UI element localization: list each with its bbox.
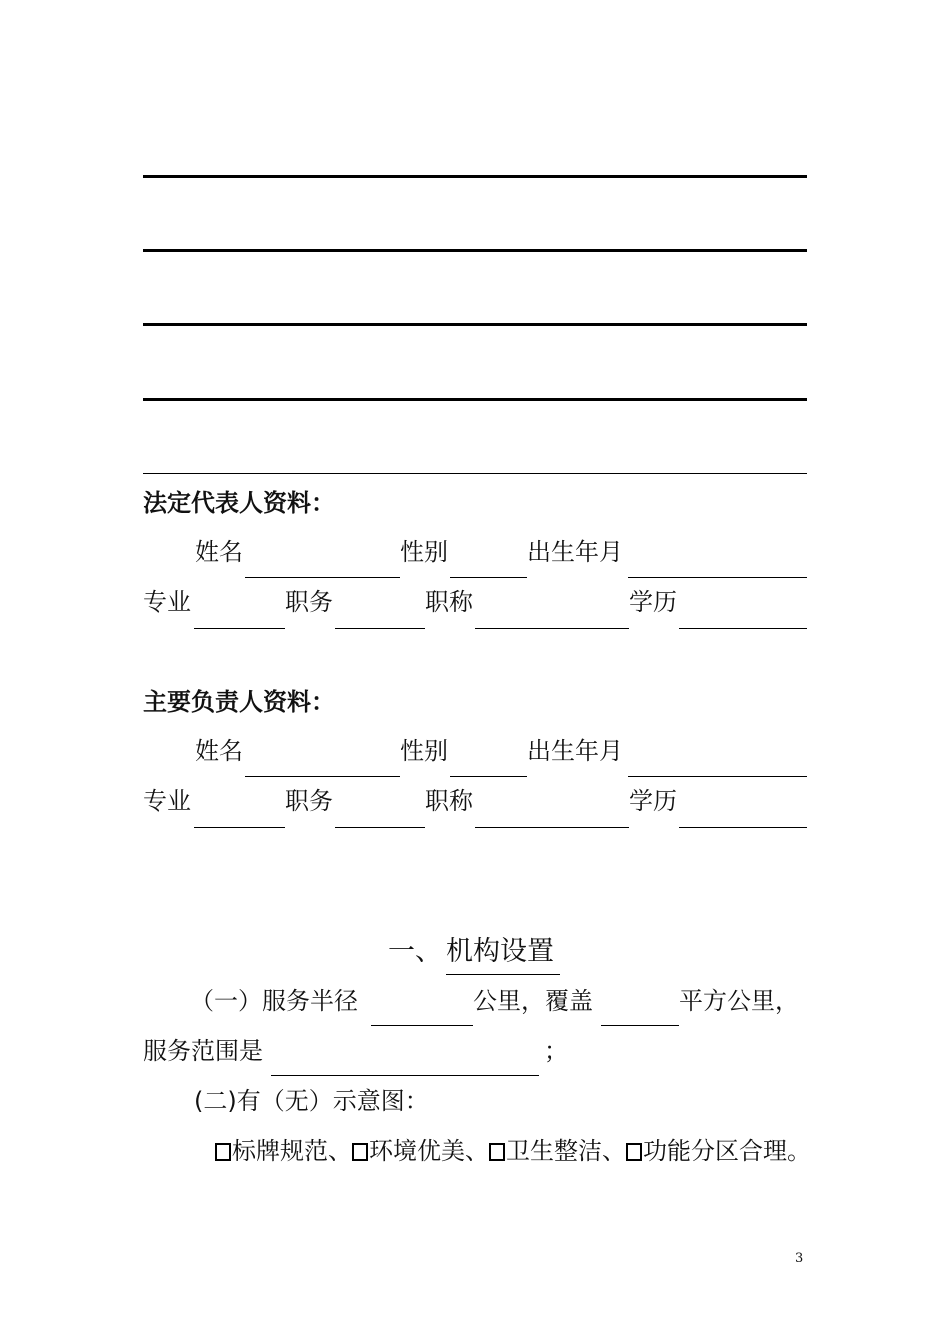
checkbox-label: 标牌规范、 (232, 1137, 352, 1165)
principal-birth-label: 出生年月 (527, 737, 623, 765)
principal-position-label: 职务 (285, 787, 333, 815)
checkbox-zoning[interactable] (626, 1137, 811, 1165)
principal-gender-label: 性别 (400, 737, 448, 765)
principal-name-field[interactable] (245, 776, 400, 777)
legal-rep-major-label: 专业 (143, 588, 191, 616)
section1-title-underline (446, 974, 560, 975)
item1-sqkm-label: 平方公里， (679, 987, 799, 1015)
ruled-line (143, 249, 807, 252)
ruled-line (143, 398, 807, 401)
service-scope-field[interactable] (271, 1075, 539, 1076)
legal-rep-name-label: 姓名 (195, 538, 243, 566)
service-scope-label: 服务范围是 (143, 1037, 263, 1065)
checkbox-sign-standard[interactable] (215, 1137, 352, 1165)
ruled-line (143, 323, 807, 326)
legal-rep-birth-field[interactable] (628, 577, 807, 578)
section1-title: 机构设置 (446, 936, 554, 967)
ruled-line (143, 175, 807, 178)
legal-rep-education-field[interactable] (679, 628, 807, 629)
legal-rep-title-field[interactable] (475, 628, 629, 629)
checkbox-row (215, 1137, 811, 1165)
legal-rep-position-label: 职务 (285, 588, 333, 616)
principal-heading: 主要负责人资料： (143, 688, 335, 716)
item1-radius-label: （一）服务半径 (190, 987, 358, 1015)
principal-position-field[interactable] (335, 827, 425, 828)
legal-rep-gender-label: 性别 (400, 538, 448, 566)
legal-rep-birth-label: 出生年月 (527, 538, 623, 566)
checkbox-icon[interactable] (489, 1143, 505, 1161)
principal-title-field[interactable] (475, 827, 629, 828)
legal-rep-heading: 法定代表人资料： (143, 489, 335, 517)
checkbox-icon[interactable] (352, 1143, 368, 1161)
checkbox-label: 功能分区合理。 (643, 1137, 811, 1165)
principal-education-field[interactable] (679, 827, 807, 828)
page-number: 3 (795, 1251, 804, 1266)
service-radius-field[interactable] (371, 1025, 473, 1026)
checkbox-icon[interactable] (626, 1143, 642, 1161)
checkbox-label: 环境优美、 (369, 1137, 489, 1165)
checkbox-icon[interactable] (215, 1143, 231, 1161)
legal-rep-gender-field[interactable] (450, 577, 527, 578)
principal-gender-field[interactable] (450, 776, 527, 777)
checkbox-label: 卫生整洁、 (506, 1137, 626, 1165)
item1-km-label: 公里，覆盖 (473, 987, 593, 1015)
principal-major-field[interactable] (194, 827, 285, 828)
legal-rep-position-field[interactable] (335, 628, 425, 629)
service-scope-end: ； (544, 1037, 568, 1065)
checkbox-environment[interactable] (352, 1137, 489, 1165)
legal-rep-major-field[interactable] (194, 628, 285, 629)
legal-rep-title-label: 职称 (425, 588, 473, 616)
principal-title-label: 职称 (425, 787, 473, 815)
item2-diagram-label: (二)有（无）示意图： (194, 1087, 429, 1115)
principal-birth-field[interactable] (628, 776, 807, 777)
ruled-line (143, 473, 807, 474)
checkbox-hygiene[interactable] (489, 1137, 626, 1165)
principal-education-label: 学历 (629, 787, 677, 815)
principal-name-label: 姓名 (195, 737, 243, 765)
coverage-area-field[interactable] (601, 1025, 679, 1026)
section1-prefix: 一、 (388, 936, 442, 967)
legal-rep-education-label: 学历 (629, 588, 677, 616)
legal-rep-name-field[interactable] (245, 577, 400, 578)
principal-major-label: 专业 (143, 787, 191, 815)
